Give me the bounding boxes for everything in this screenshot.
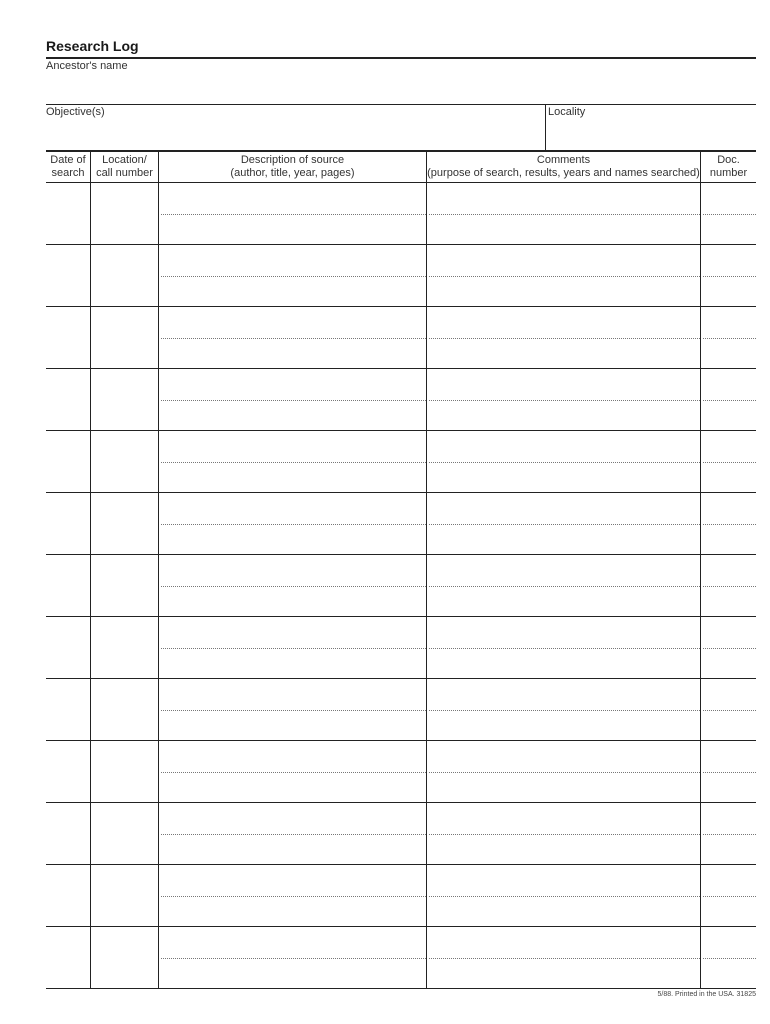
log-cell-comments[interactable] [427, 555, 701, 617]
log-cell-doc-number[interactable] [701, 679, 756, 741]
log-cell-location-call-number[interactable] [91, 803, 159, 865]
log-cell-doc-number[interactable] [701, 493, 756, 555]
log-cell-comments[interactable] [427, 183, 701, 245]
column-header-line1: Doc. [717, 154, 740, 166]
column-header-line2: search [51, 167, 85, 179]
column-header-line2: (author, title, year, pages) [230, 167, 355, 179]
log-cell-doc-number[interactable] [701, 245, 756, 307]
log-cell-date-of-search[interactable] [46, 183, 91, 245]
log-cell-doc-number[interactable] [701, 617, 756, 679]
log-cell-doc-number[interactable] [701, 307, 756, 369]
log-cell-comments[interactable] [427, 741, 701, 803]
log-cell-description-of-source[interactable] [159, 803, 427, 865]
column-header-date-of-search [46, 152, 91, 183]
ancestor-name-label: Ancestor's name [46, 60, 128, 72]
column-header-location-call-number [91, 152, 159, 183]
column-header-line1: Description of source [240, 154, 345, 166]
log-cell-location-call-number[interactable] [91, 555, 159, 617]
ancestor-name-field[interactable] [46, 76, 750, 104]
log-cell-description-of-source[interactable] [159, 617, 427, 679]
log-cell-date-of-search[interactable] [46, 927, 91, 989]
log-cell-date-of-search[interactable] [46, 617, 91, 679]
log-cell-description-of-source[interactable] [159, 307, 427, 369]
column-header-line1: Location/ [102, 154, 147, 166]
log-cell-doc-number[interactable] [701, 741, 756, 803]
log-cell-description-of-source[interactable] [159, 183, 427, 245]
locality-label: Locality [548, 106, 586, 118]
column-header-line2: call number [96, 167, 153, 179]
log-cell-location-call-number[interactable] [91, 927, 159, 989]
log-cell-comments[interactable] [427, 617, 701, 679]
log-cell-comments[interactable] [427, 679, 701, 741]
log-cell-comments[interactable] [427, 803, 701, 865]
column-header-comments [427, 152, 701, 183]
log-cell-comments[interactable] [427, 307, 701, 369]
objective-field[interactable] [46, 122, 545, 148]
log-cell-doc-number[interactable] [701, 803, 756, 865]
objective-label: Objective(s) [46, 106, 105, 118]
log-cell-comments[interactable] [427, 927, 701, 989]
log-cell-description-of-source[interactable] [159, 431, 427, 493]
research-log-table [46, 150, 756, 989]
log-cell-description-of-source[interactable] [159, 865, 427, 927]
log-cell-location-call-number[interactable] [91, 741, 159, 803]
log-cell-comments[interactable] [427, 245, 701, 307]
header-rule [46, 57, 756, 59]
log-cell-comments[interactable] [427, 369, 701, 431]
log-cell-date-of-search[interactable] [46, 245, 91, 307]
log-cell-location-call-number[interactable] [91, 865, 159, 927]
log-cell-doc-number[interactable] [701, 865, 756, 927]
log-cell-description-of-source[interactable] [159, 245, 427, 307]
log-cell-date-of-search[interactable] [46, 741, 91, 803]
log-cell-doc-number[interactable] [701, 431, 756, 493]
column-header-line1: Date of [50, 154, 86, 166]
log-cell-description-of-source[interactable] [159, 679, 427, 741]
log-cell-description-of-source[interactable] [159, 493, 427, 555]
locality-divider [545, 104, 546, 150]
log-cell-description-of-source[interactable] [159, 555, 427, 617]
log-cell-date-of-search[interactable] [46, 679, 91, 741]
objective-rule [46, 104, 756, 105]
log-cell-location-call-number[interactable] [91, 431, 159, 493]
log-cell-date-of-search[interactable] [46, 555, 91, 617]
log-cell-date-of-search[interactable] [46, 803, 91, 865]
log-cell-location-call-number[interactable] [91, 307, 159, 369]
column-header-line2: (purpose of search, results, years and names searched) [427, 167, 700, 179]
column-header-line2: number [709, 167, 748, 179]
log-cell-location-call-number[interactable] [91, 245, 159, 307]
log-cell-location-call-number[interactable] [91, 493, 159, 555]
footer-note: 5/88. Printed in the USA. 31825 [657, 991, 756, 998]
log-cell-description-of-source[interactable] [159, 369, 427, 431]
log-cell-comments[interactable] [427, 865, 701, 927]
column-header-line1: Comments [536, 154, 591, 166]
log-cell-date-of-search[interactable] [46, 307, 91, 369]
log-cell-date-of-search[interactable] [46, 431, 91, 493]
form-title: Research Log [46, 38, 139, 54]
log-cell-doc-number[interactable] [701, 555, 756, 617]
log-cell-date-of-search[interactable] [46, 493, 91, 555]
log-cell-location-call-number[interactable] [91, 369, 159, 431]
log-cell-description-of-source[interactable] [159, 927, 427, 989]
log-cell-date-of-search[interactable] [46, 369, 91, 431]
log-cell-location-call-number[interactable] [91, 183, 159, 245]
column-header-description-of-source [159, 152, 427, 183]
log-cell-date-of-search[interactable] [46, 865, 91, 927]
locality-field[interactable] [549, 122, 753, 148]
log-cell-description-of-source[interactable] [159, 741, 427, 803]
log-cell-doc-number[interactable] [701, 369, 756, 431]
log-cell-location-call-number[interactable] [91, 679, 159, 741]
log-cell-comments[interactable] [427, 493, 701, 555]
log-cell-doc-number[interactable] [701, 927, 756, 989]
log-cell-doc-number[interactable] [701, 183, 756, 245]
column-header-doc-number [701, 152, 756, 183]
log-cell-comments[interactable] [427, 431, 701, 493]
log-cell-location-call-number[interactable] [91, 617, 159, 679]
